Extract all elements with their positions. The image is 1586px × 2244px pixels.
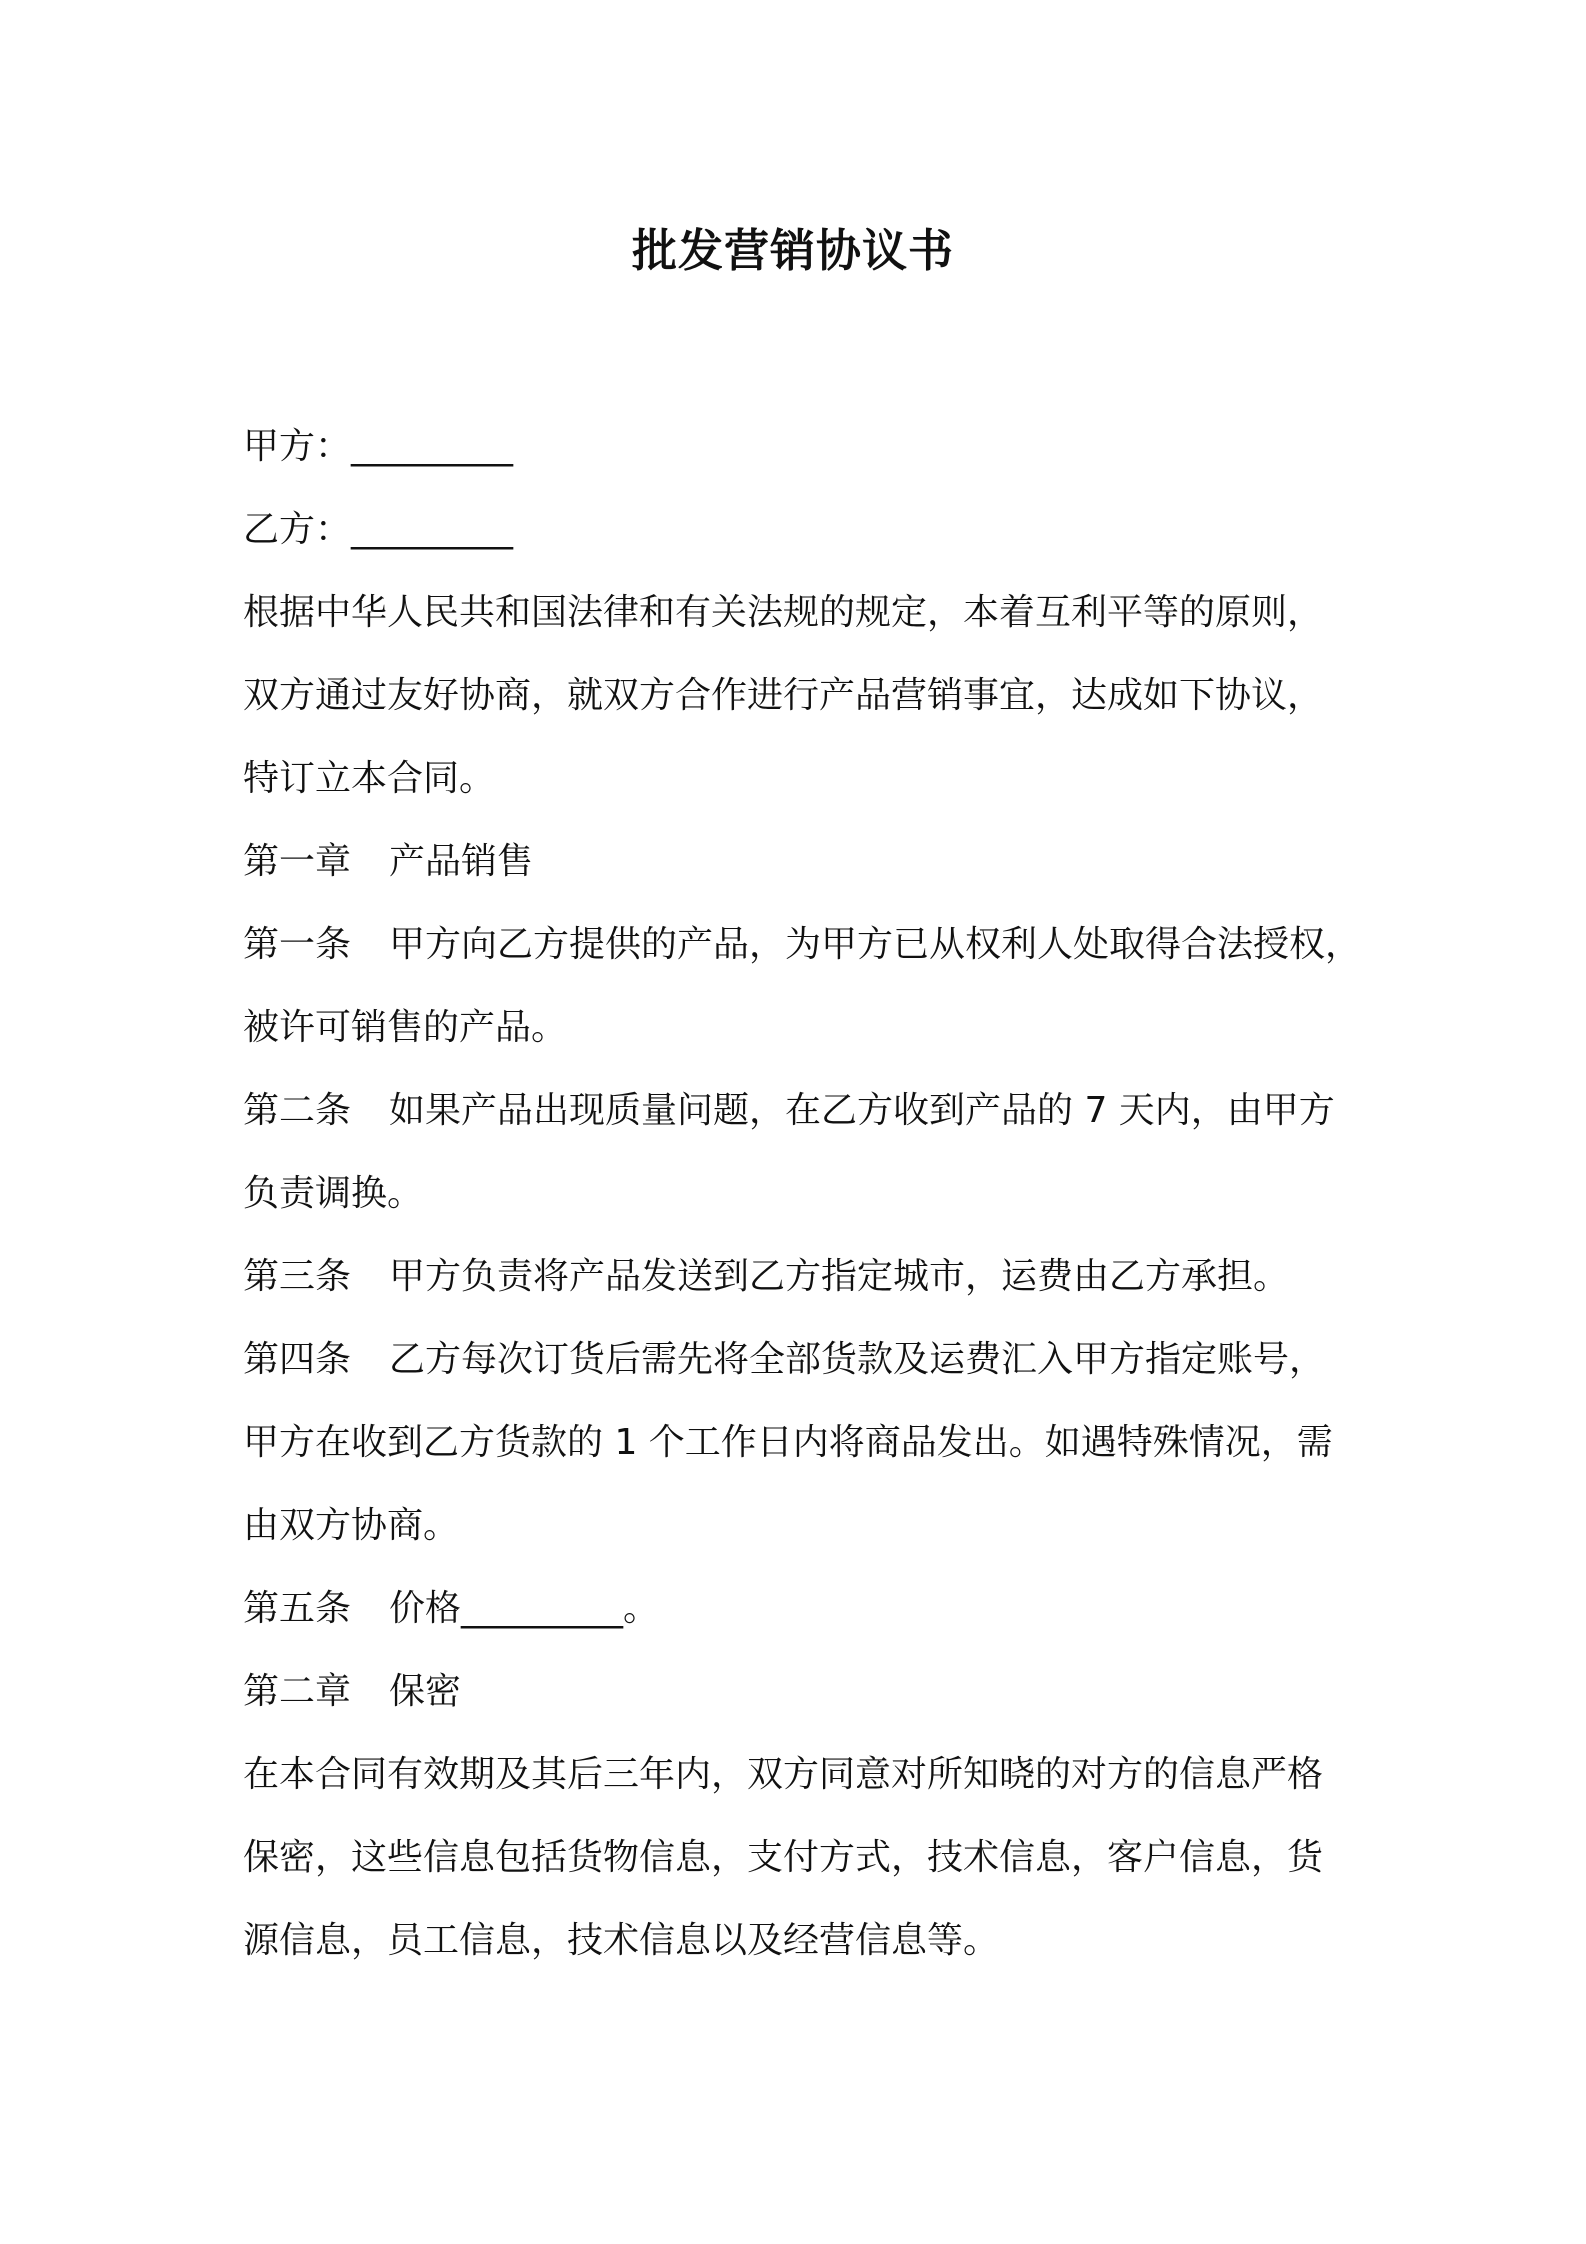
article-line — [243, 1567, 1363, 1650]
article-line — [243, 1318, 1363, 1401]
preamble-line: 双方通过友好协商，就双方合作进行产品营销事宜，达成如下协议， — [243, 675, 1324, 716]
article-text: 甲方向乙方提供的产品，为甲方已从权利人处取得合法授权， — [389, 924, 1362, 965]
article-number: 第五条 — [243, 1588, 352, 1629]
article-line — [243, 1235, 1363, 1318]
article-line: 负责调换。 — [243, 1173, 424, 1214]
preamble-line: 根据中华人民共和国法律和有关法规的规定，本着互利平等的原则， — [243, 592, 1324, 633]
article-text: 乙方每次订货后需先将全部货款及运费汇入甲方指定账号， — [389, 1339, 1326, 1380]
article-text: 甲方负责将产品发送到乙方指定城市，运费由乙方承担。 — [389, 1256, 1290, 1297]
article-line: 甲方在收到乙方货款的 1 个工作日内将商品发出。如遇特殊情况，需 — [243, 1422, 1333, 1463]
preamble-line: 特订立本合同。 — [243, 758, 496, 799]
chapter-number: 第二章 — [243, 1671, 352, 1712]
confidentiality-line: 源信息，员工信息，技术信息以及经营信息等。 — [243, 1920, 1000, 1961]
article-number: 第二条 — [243, 1090, 352, 1131]
confidentiality-line: 保密，这些信息包括货物信息，支付方式，技术信息，客户信息，货 — [243, 1837, 1324, 1878]
article-line: 由双方协商。 — [243, 1505, 460, 1546]
article-line — [243, 903, 1363, 986]
chapter-heading — [243, 820, 1363, 903]
article-text: 价格_________。 — [389, 1588, 660, 1629]
document-body — [243, 405, 1363, 1982]
article-text: 如果产品出现质量问题，在乙方收到产品的 7 天内，由甲方 — [389, 1090, 1335, 1131]
chapter-number: 第一章 — [243, 841, 352, 882]
confidentiality-line: 在本合同有效期及其后三年内，双方同意对所知晓的对方的信息严格 — [243, 1754, 1324, 1795]
article-number: 第四条 — [243, 1339, 352, 1380]
article-line — [243, 1069, 1363, 1152]
article-number: 第三条 — [243, 1256, 352, 1297]
article-number: 第一条 — [243, 924, 352, 965]
chapter-heading — [243, 1650, 1363, 1733]
chapter-title: 保密 — [389, 1671, 462, 1712]
document-title: 批发营销协议书 — [631, 224, 954, 277]
article-line: 被许可销售的产品。 — [243, 1007, 568, 1048]
party-b-line: 乙方：_________ — [243, 509, 514, 550]
chapter-title: 产品销售 — [389, 841, 534, 882]
party-a-line: 甲方：_________ — [243, 426, 514, 467]
